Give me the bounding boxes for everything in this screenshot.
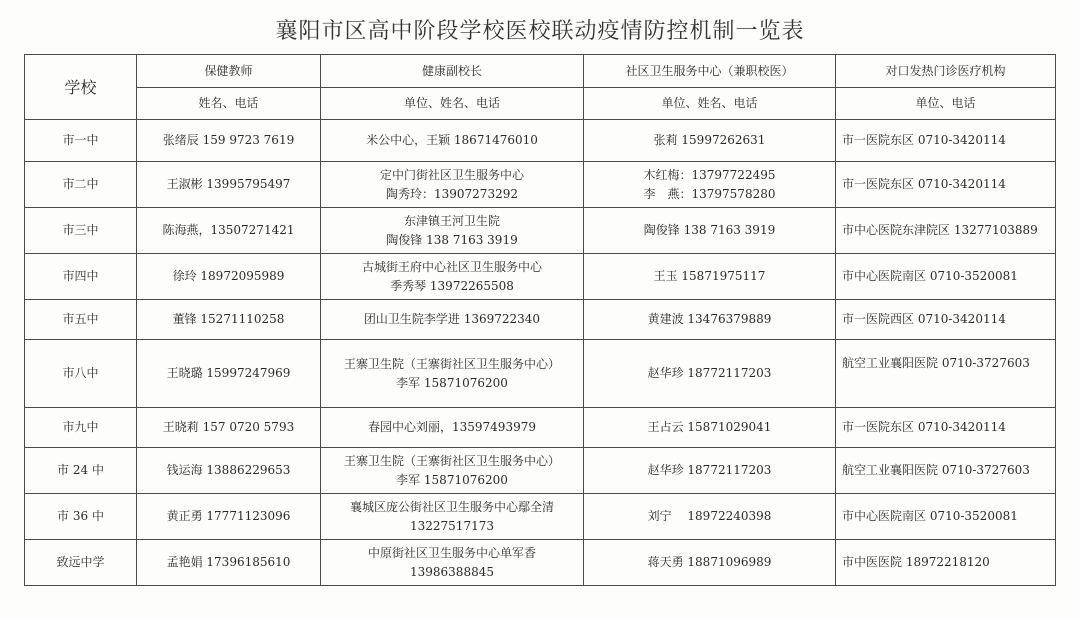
vice-principal-line: 李军 15871076200	[396, 375, 508, 390]
vice-principal-line: 团山卫生院李学进 1369722340	[363, 312, 541, 326]
health-teacher-cell: 陈海燕，13507271421	[137, 208, 321, 254]
vice-principal-line: 中原街社区卫生服务中心单军香	[367, 545, 536, 560]
school-cell: 市二中	[25, 162, 137, 208]
community-center-line: 黄建波 13476379889	[647, 312, 772, 326]
subheader-center: 单位、姓名、电话	[584, 88, 836, 120]
vice-principal-line: 陶秀玲：13907273292	[386, 186, 518, 201]
health-teacher-cell: 黄正勇 17771123096	[137, 494, 321, 540]
community-center-cell	[584, 540, 836, 586]
subheader-row	[25, 88, 1056, 120]
vice-principal-line: 米公中心，王颖 18671476010	[366, 133, 538, 147]
vice-principal-line: 东津镇王河卫生院	[403, 213, 500, 228]
community-center-line: 李 燕：13797578280	[643, 186, 776, 201]
community-center-cell	[584, 208, 836, 254]
header-community-center: 社区卫生服务中心（兼职校医）	[584, 55, 836, 88]
subheader-vp: 单位、姓名、电话	[321, 88, 584, 120]
fever-clinic-cell: 市一医院西区 0710-3420114	[836, 300, 1056, 340]
subheader-clinic: 单位、电话	[836, 88, 1056, 120]
subheader-teacher: 姓名、电话	[137, 88, 321, 120]
contact-table	[24, 54, 1056, 586]
vice-principal-line: 定中门街社区卫生服务中心	[379, 167, 524, 182]
table-row	[25, 120, 1056, 162]
vice-principal-line: 古城街王府中心社区卫生服务中心	[361, 259, 542, 274]
health-teacher-cell: 徐玲 18972095989	[137, 254, 321, 300]
table-row	[25, 340, 1056, 408]
fever-clinic-cell: 市中心医院南区 0710-3520081	[836, 254, 1056, 300]
fever-clinic-cell: 市一医院东区 0710-3420114	[836, 162, 1056, 208]
vice-principal-cell	[321, 120, 584, 162]
community-center-cell	[584, 448, 836, 494]
community-center-cell	[584, 254, 836, 300]
table-row	[25, 208, 1056, 254]
community-center-cell	[584, 408, 836, 448]
vice-principal-cell	[321, 162, 584, 208]
vice-principal-cell	[321, 340, 584, 408]
community-center-line: 王玉 15871975117	[653, 269, 766, 283]
fever-clinic-cell: 市一医院东区 0710-3420114	[836, 408, 1056, 448]
community-center-line: 木红梅：13797722495	[643, 167, 776, 182]
header-school: 学校	[25, 55, 137, 120]
school-cell: 市 36 中	[25, 494, 137, 540]
community-center-line: 蒋天勇 18871096989	[647, 555, 772, 569]
community-center-line: 张莉 15997262631	[653, 133, 766, 147]
vice-principal-cell	[321, 408, 584, 448]
header-vice-principal: 健康副校长	[321, 55, 584, 88]
school-cell: 市一中	[25, 120, 137, 162]
school-cell: 市四中	[25, 254, 137, 300]
vice-principal-cell	[321, 448, 584, 494]
vice-principal-cell	[321, 494, 584, 540]
vice-principal-line: 陶俊锋 138 7163 3919	[386, 232, 518, 247]
vice-principal-cell	[321, 208, 584, 254]
fever-clinic-cell: 航空工业襄阳医院 0710-3727603	[836, 340, 1056, 408]
community-center-cell	[584, 494, 836, 540]
fever-clinic-cell: 市中心医院南区 0710-3520081	[836, 494, 1056, 540]
community-center-cell	[584, 340, 836, 408]
community-center-line: 陶俊锋 138 7163 3919	[643, 223, 776, 237]
header-fever-clinic: 对口发热门诊医疗机构	[836, 55, 1056, 88]
vice-principal-line: 李军 15871076200	[396, 472, 508, 487]
vice-principal-cell	[321, 254, 584, 300]
health-teacher-cell: 孟艳娟 17396185610	[137, 540, 321, 586]
table-row	[25, 254, 1056, 300]
community-center-line: 赵华珍 18772117203	[647, 366, 772, 380]
vice-principal-line: 王寨卫生院（王寨街社区卫生服务中心）	[343, 356, 560, 371]
health-teacher-cell: 张绪辰 159 9723 7619	[137, 120, 321, 162]
school-cell: 市三中	[25, 208, 137, 254]
table-row	[25, 162, 1056, 208]
vice-principal-line: 13986388845	[410, 564, 494, 579]
community-center-cell	[584, 120, 836, 162]
school-cell: 市九中	[25, 408, 137, 448]
table-row	[25, 494, 1056, 540]
fever-clinic-cell: 市中心医院东津院区 13277103889	[836, 208, 1056, 254]
community-center-cell	[584, 300, 836, 340]
document-title: 襄阳市区高中阶段学校医校联动疫情防控机制一览表	[275, 19, 805, 44]
vice-principal-cell	[321, 300, 584, 340]
table-row	[25, 540, 1056, 586]
community-center-cell	[584, 162, 836, 208]
community-center-line: 刘宁 18972240398	[647, 509, 772, 523]
header-row	[25, 55, 1056, 88]
school-cell: 市五中	[25, 300, 137, 340]
fever-clinic-cell: 航空工业襄阳医院 0710-3727603	[836, 448, 1056, 494]
community-center-line: 王占云 15871029041	[647, 420, 772, 434]
vice-principal-line: 春园中心刘丽，13597493979	[368, 420, 536, 434]
table-row	[25, 408, 1056, 448]
fever-clinic-cell: 市中医医院 18972218120	[836, 540, 1056, 586]
health-teacher-cell: 王晓璐 15997247969	[137, 340, 321, 408]
health-teacher-cell: 董锋 15271110258	[137, 300, 321, 340]
vice-principal-line: 襄城区庞公街社区卫生服务中心鄢全清	[349, 499, 554, 514]
health-teacher-cell: 王晓莉 157 0720 5793	[137, 408, 321, 448]
vice-principal-cell	[321, 540, 584, 586]
fever-clinic-cell: 市一医院东区 0710-3420114	[836, 120, 1056, 162]
health-teacher-cell: 钱运海 13886229653	[137, 448, 321, 494]
school-cell: 市八中	[25, 340, 137, 408]
header-health-teacher: 保健教师	[137, 55, 321, 88]
vice-principal-line: 13227517173	[410, 518, 494, 533]
vice-principal-line: 季秀琴 13972265508	[390, 278, 514, 293]
table-row	[25, 448, 1056, 494]
table-row	[25, 300, 1056, 340]
vice-principal-line: 王寨卫生院（王寨街社区卫生服务中心）	[343, 453, 560, 468]
community-center-line: 赵华珍 18772117203	[647, 463, 772, 477]
school-cell: 致远中学	[25, 540, 137, 586]
school-cell: 市 24 中	[25, 448, 137, 494]
health-teacher-cell: 王淑彬 13995795497	[137, 162, 321, 208]
